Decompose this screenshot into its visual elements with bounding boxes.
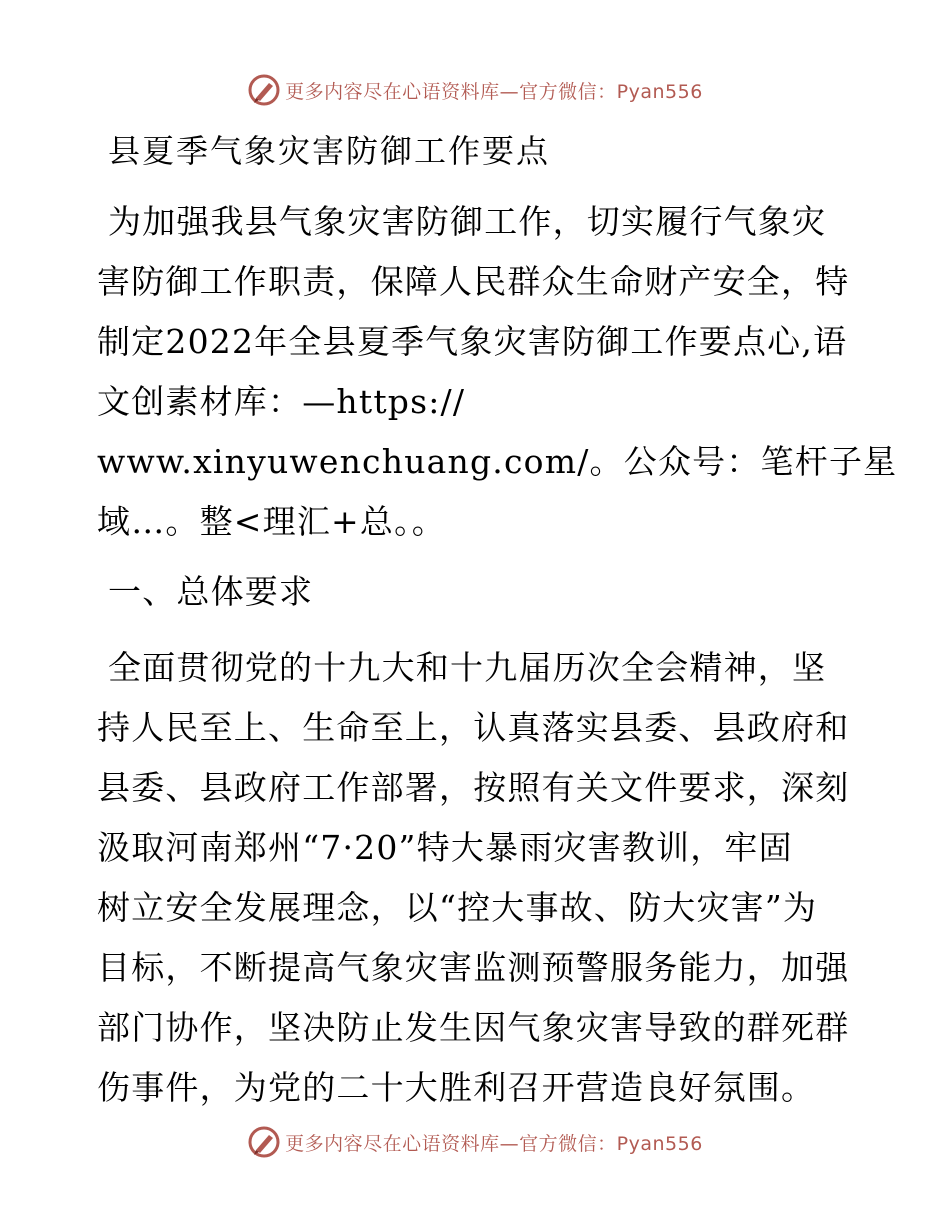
- intro-line: 为加强我县气象灾害防御工作，切实履行气象灾: [108, 202, 827, 241]
- intro-line: 害防御工作职责，保障人民群众生命财产安全，特: [97, 262, 850, 301]
- pen-logo-icon: [247, 73, 281, 107]
- intro-line: 文创素材库：—https://: [97, 382, 466, 421]
- body-line: 全面贯彻党的十九大和十九届历次全会精神，坚: [108, 648, 827, 687]
- intro-line: 域…。整<理汇+总。。: [97, 502, 447, 541]
- footer-watermark: [0, 1122, 950, 1162]
- body-line: 持人民至上、生命至上，认真落实县委、县政府和: [97, 708, 850, 747]
- document-title: 县夏季气象灾害防御工作要点: [108, 132, 551, 170]
- watermark-text: 更多内容尽在心语资料库—官方微信：Pyan556: [285, 1132, 703, 1155]
- body-line: 目标，不断提高气象灾害监测预警服务能力，加强: [97, 948, 850, 987]
- body-line: 部门协作，坚决防止发生因气象灾害导致的群死群: [97, 1008, 850, 1047]
- intro-line: 制定2022年全县夏季气象灾害防御工作要点心,语: [97, 322, 848, 361]
- section-heading: 一、总体要求: [108, 572, 314, 611]
- watermark-text: 更多内容尽在心语资料库—官方微信：Pyan556: [285, 80, 703, 103]
- body-line: 县委、县政府工作部署，按照有关文件要求，深刻: [97, 768, 850, 807]
- intro-line: www.xinyuwenchuang.com/。公众号：笔杆子星: [97, 442, 898, 481]
- body-line: 汲取河南郑州“7·20”特大暴雨灾害教训，牢固: [97, 828, 793, 867]
- pen-logo-icon: [247, 1125, 281, 1159]
- body-line: 树立安全发展理念，以“控大事故、防大灾害”为: [97, 888, 818, 927]
- body-line: 伤事件，为党的二十大胜利召开营造良好氛围。: [97, 1068, 816, 1107]
- header-watermark: [0, 70, 950, 110]
